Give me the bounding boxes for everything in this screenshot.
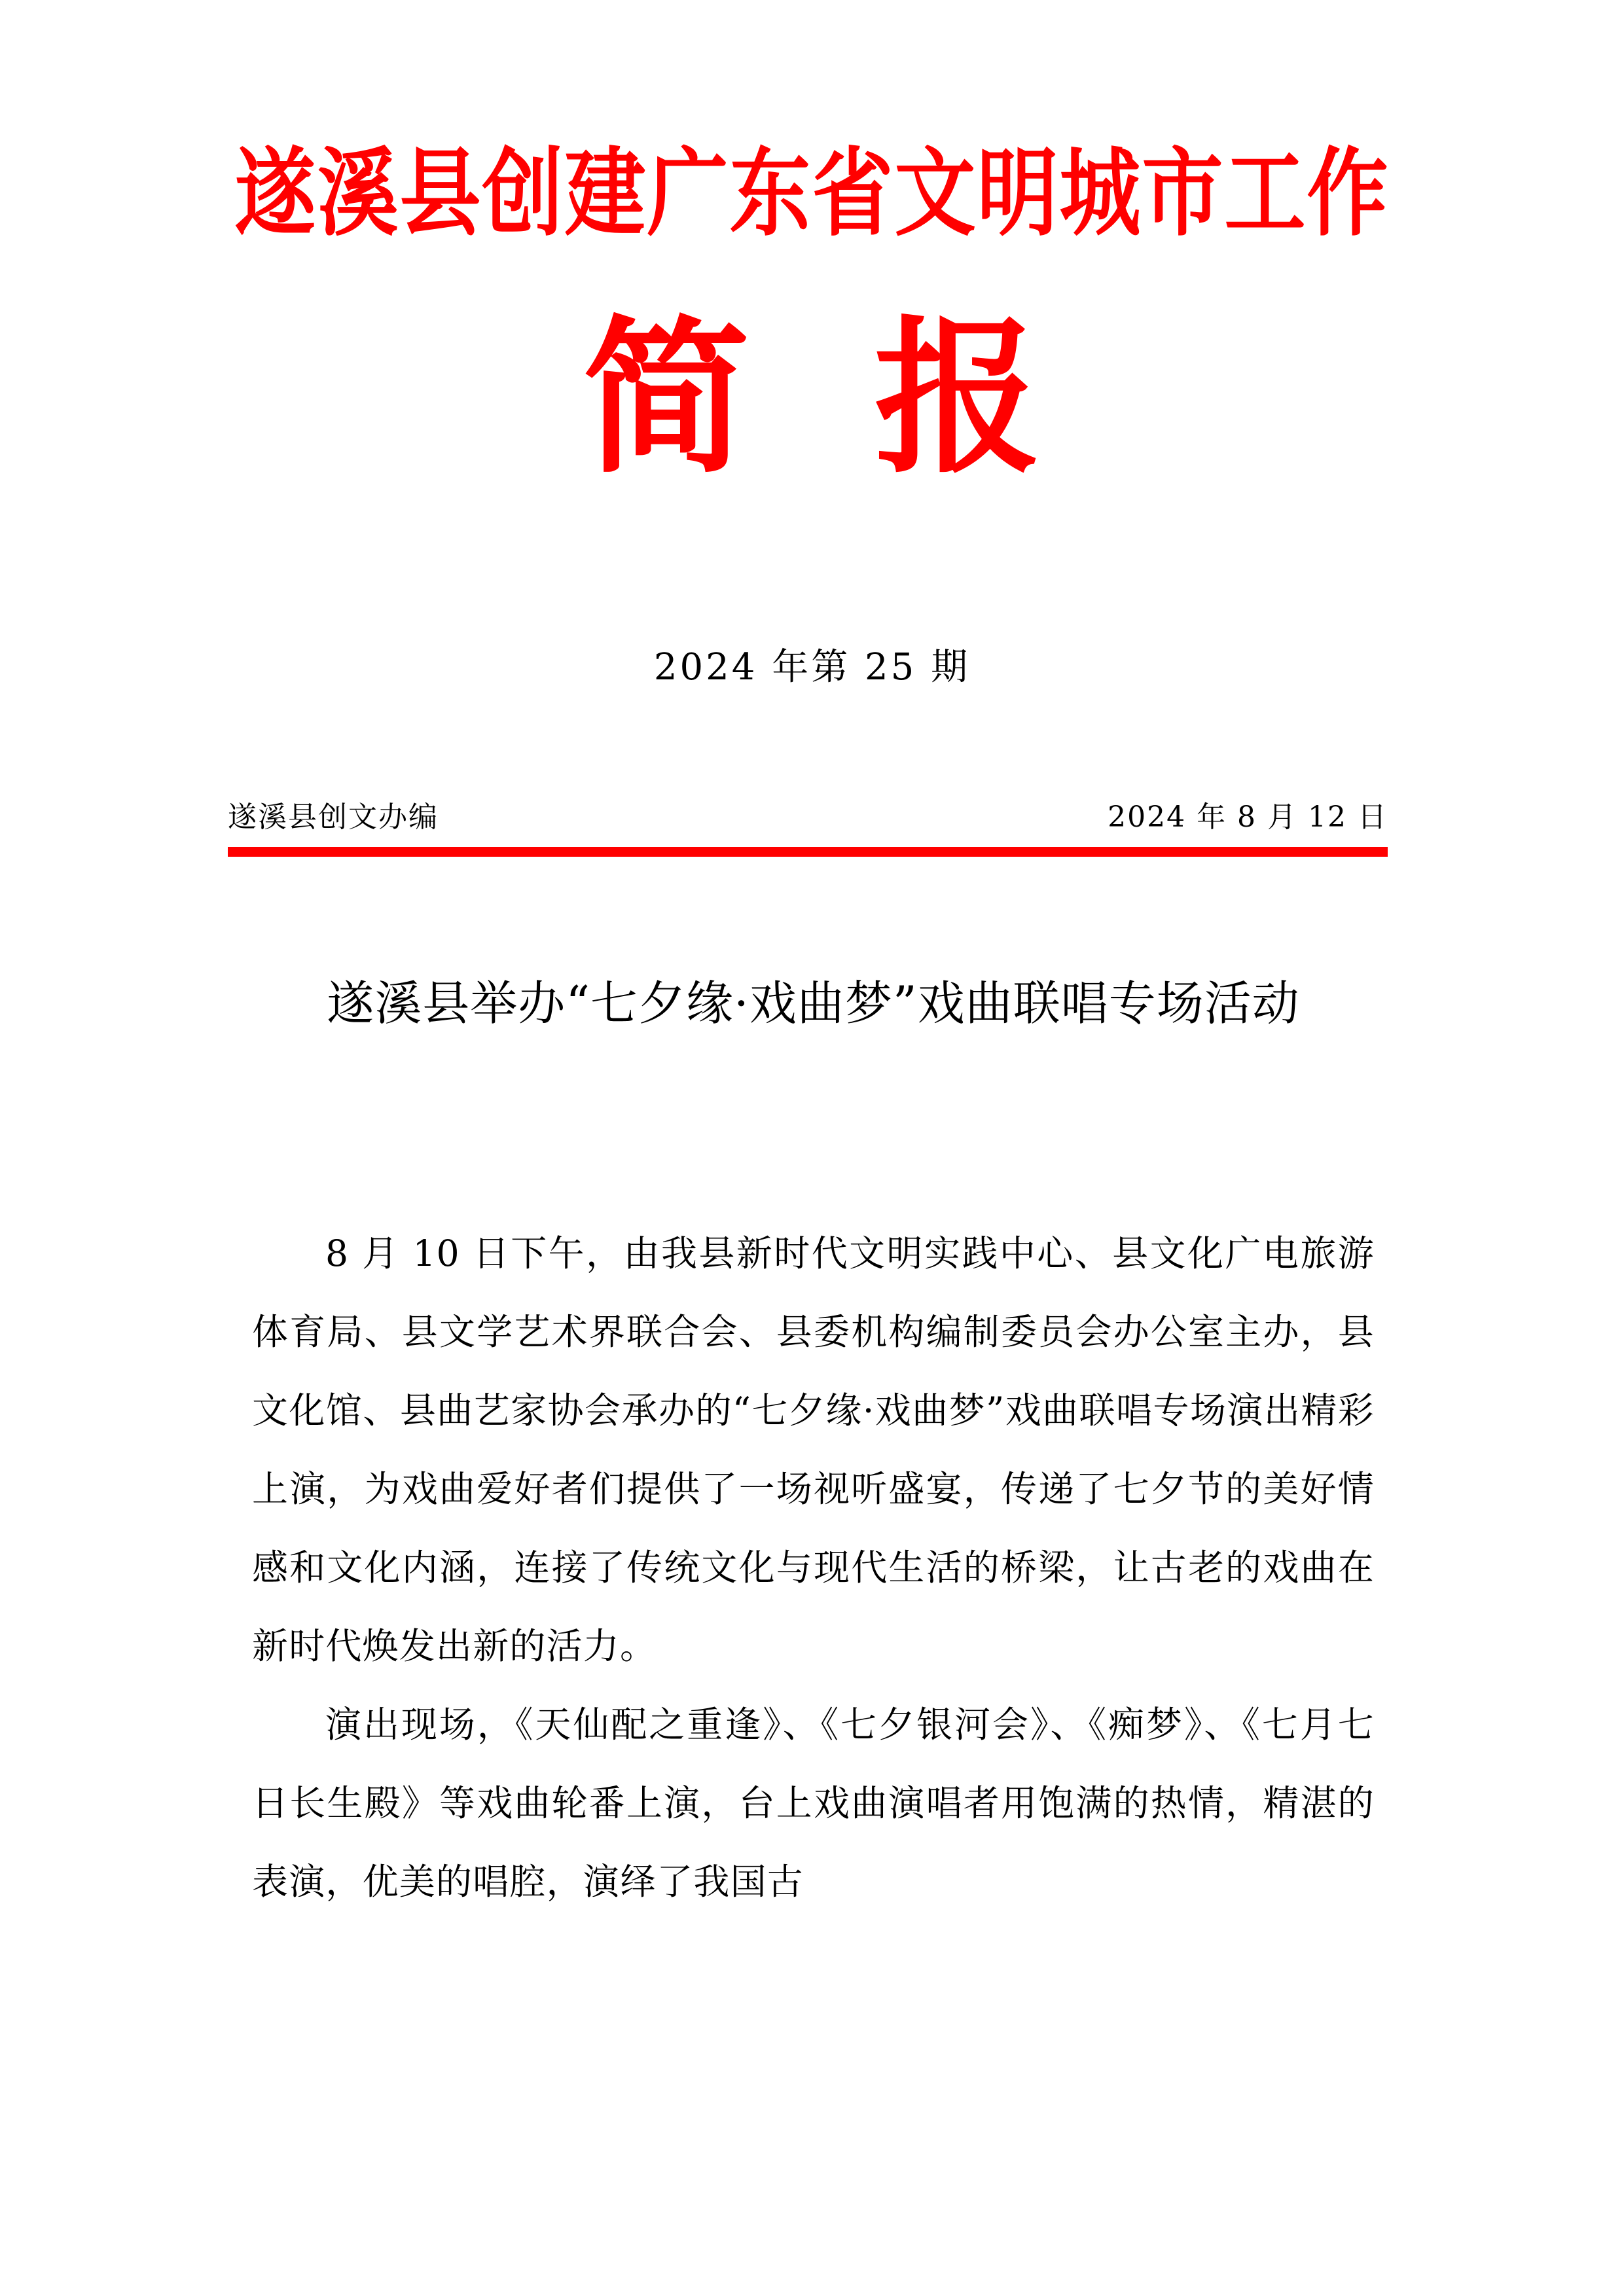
editor-label: 遂溪县创文办编 (228, 800, 439, 834)
masthead (0, 138, 1624, 250)
publish-date: 2024 年 8 月 12 日 (1108, 800, 1388, 834)
masthead-bulletin-word (0, 302, 1624, 496)
article-body (252, 1214, 1375, 1921)
article-paragraph: 8 月 10 日下午，由我县新时代文明实践中心、县文化广电旅游体育局、县文学艺术界联合会、县委机构编制委员会办公室主办，县文化馆、县曲艺家协会承办的“七夕缘·戏曲梦”戏曲联唱专场演出精彩上演，为戏曲爱好者们提供了一场视听盛宴，传递了七夕节的美好情感和文化内涵，连接了传统文化与现代生活的桥梁，让古老的戏曲在新时代焕发出新的活力。 (252, 1232, 1375, 1667)
bulletin-char-bao: 报 (874, 302, 1041, 496)
masthead-meta-row (228, 793, 1388, 835)
issue-number-line: 2024 年第 25 期 (653, 646, 971, 689)
article-paragraph: 演出现场，《天仙配之重逢》、《七夕银河会》、《痴梦》、《七月七日长生殿》等戏曲轮番上演，台上戏曲演唱者用饱满的热情，精湛的表演，优美的唱腔，演绎了我国古 (252, 1704, 1375, 1903)
masthead-red-rule (228, 847, 1388, 857)
bulletin-char-jian: 简 (583, 302, 750, 496)
article-headline: 遂溪县举办“七夕缘·戏曲梦”戏曲联唱专场活动 (327, 976, 1300, 1031)
masthead-organization-title: 遂溪县创建广东省文明城市工作 (234, 138, 1390, 250)
